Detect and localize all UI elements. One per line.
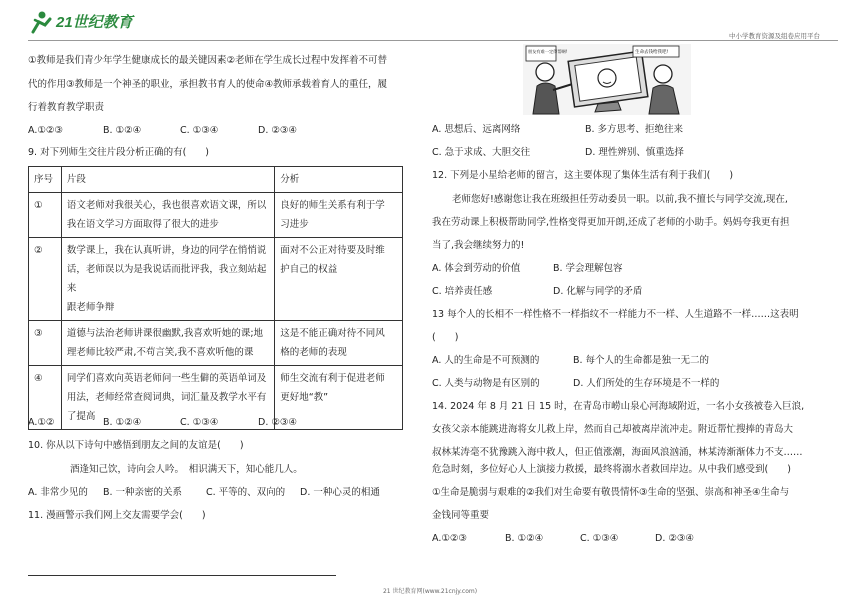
q9-option-b: B. ①②④ [103, 417, 142, 428]
platform-name: 中小学教育资源及组卷应用平台 [729, 32, 820, 40]
header-divider [28, 40, 838, 41]
row-number: ① [29, 193, 62, 238]
q13-stem-line2: ( ) [432, 332, 459, 343]
table-row [29, 193, 403, 238]
cell-line: 用法，老师经常查阅词典，词汇量及教学水平有 [66, 392, 267, 403]
q8-option-b: B. ①②④ [103, 125, 142, 136]
q14-stem-line2: 女孩父亲本能跳进海将女儿救上岸，然而自己却被离岸流冲走。附近帮忙搜捧的青岛大 [432, 424, 794, 435]
footer-divider [28, 575, 336, 576]
q13-option-d: D. 人们所处的生存环境是不一样的 [573, 378, 720, 389]
q12-option-d: D. 化解与同学的矛盾 [553, 286, 643, 297]
q8-text-line3: 行着教育教学职责 [28, 102, 105, 113]
table-header-cell: 片段 [61, 167, 274, 193]
row-number: ④ [29, 366, 62, 430]
clip-cell [61, 238, 274, 321]
q11-option-b: B. 多方思考、拒绝往来 [585, 124, 684, 135]
q8-text-line2: 代的作用③教师是一个神圣的职业，承担教书育人的使命④教师承载着育人的重任，履 [28, 79, 388, 90]
q10-stem: 10. 你从以下诗句中感悟到朋友之间的友谊是( ) [28, 440, 244, 451]
q11-option-c: C. 急于求成、大胆交往 [432, 147, 531, 158]
cell-line: 我在语文学习方面取得了很大的进步 [66, 219, 219, 230]
q14-stem-line3: 叔林某涛毫不犹豫跳入海中救人，但正值涨潮，海面风浪汹涌，林某涛渐渐体力不支…… [432, 447, 803, 458]
q9-stem: 9. 对下列师生交往片段分析正确的有( ) [28, 147, 209, 158]
clip-cell [61, 366, 274, 430]
cell-line: 数学课上，我在认真听讲，身边的同学在悄悄说 [66, 245, 267, 256]
q13-option-b: B. 每个人的生命都是独一无二的 [573, 355, 710, 366]
analysis-cell [275, 321, 403, 366]
q12-option-a: A. 体会到劳动的价值 [432, 263, 521, 274]
cartoon-image [523, 44, 691, 115]
q8-text-line1: ①教师是我们青少年学生健康成长的最关键因素②老师在学生成长过程中发挥着不可替 [28, 55, 388, 66]
cell-line: 师生交流有利于促进老师 [280, 373, 385, 384]
logo-runner-icon [28, 8, 138, 36]
q14-option-b: B. ①②④ [505, 533, 544, 544]
q10-option-a: A. 非常少见的 [28, 487, 88, 498]
cell-line: 更好地“教” [280, 392, 329, 403]
q11-stem: 11. 漫画警示我们网上交友需要学会( ) [28, 510, 206, 521]
cell-line: 理老师比较严肃,不苟言笑,我不喜欢听他的课 [66, 347, 254, 358]
cell-line: 格的老师的表现 [280, 347, 347, 358]
row-number: ③ [29, 321, 62, 366]
table-row [29, 238, 403, 321]
q11-option-a: A. 思想后、远离网络 [432, 124, 521, 135]
cell-line: 了提高 [66, 411, 96, 422]
cell-line: 这是不能正确对待不同风 [280, 328, 385, 339]
clip-cell [61, 193, 274, 238]
q10-option-d: D. 一种心灵的相通 [300, 487, 380, 498]
cartoon-illustration [523, 44, 691, 115]
q12-paragraph-line2: 我在劳动课上积极帮助同学,性格变得更加开朗,还成了老师的小助手。妈妈夸我更有担 [432, 217, 790, 228]
cell-line: 同学们喜欢向英语老师问一些生僻的英语单词及 [66, 373, 267, 384]
q12-stem: 12. 下列是小星给老师的留言，这主要体现了集体生活有利于我们( ) [432, 170, 734, 181]
q11-option-d: D. 理性辨别、慎重选择 [585, 147, 684, 158]
q13-option-c: C. 人类与动物是有区别的 [432, 378, 540, 389]
q9-option-d: D. ②③④ [258, 417, 297, 428]
q9-option-a: A.①② [28, 417, 55, 428]
q14-option-d: D. ②③④ [655, 533, 694, 544]
q13-option-a: A. 人的生命是不可预测的 [432, 355, 540, 366]
q10-option-c: C. 平等的、双向的 [206, 487, 286, 498]
svg-text:朋友有难一定得帮啊!: 朋友有难一定得帮啊! [528, 49, 568, 54]
cell-line: 话，老师误以为是我说话而批评我，我立刻站起来 [66, 264, 267, 294]
q8-option-d: D. ②③④ [258, 125, 297, 136]
cell-line: 语文老师对我很关心，我也很喜欢语文课，所以 [66, 200, 267, 211]
q9-table [28, 166, 403, 430]
cell-line: 跟老师争辩 [66, 302, 115, 313]
cell-line: 习进步 [280, 219, 309, 230]
svg-text:生命去钱给我吧!: 生命去钱给我吧! [635, 50, 669, 55]
footer-source: 21 世纪教育网(www.21cnjy.com) [382, 588, 478, 595]
analysis-cell [275, 193, 403, 238]
table-header-row [29, 167, 403, 193]
site-logo [28, 8, 138, 36]
table-row [29, 321, 403, 366]
table-header-cell: 分析 [275, 167, 403, 193]
q13-stem-line1: 13 每个人的长相不一样性格不一样指纹不一样能力不一样、人生道路不一样……这表明 [432, 309, 799, 320]
clip-cell [61, 321, 274, 366]
q12-option-c: C. 培养责任感 [432, 286, 493, 297]
q14-stem-line6: 金钱同等重要 [432, 510, 490, 521]
analysis-cell [275, 238, 403, 321]
q10-poem: 酒逢知己饮，诗向会人吟。 相识满天下，知心能几人。 [70, 464, 303, 475]
q8-option-c: C. ①③④ [180, 125, 219, 136]
q8-option-a: A.①②③ [28, 125, 63, 136]
table-header-cell: 序号 [29, 167, 62, 193]
cell-line: 道德与法治老师讲课很幽默,我喜欢听她的课;地 [66, 328, 264, 339]
q14-stem-line5: ①生命是脆弱与艰难的②我们对生命要有敬畏情怀③生命的坚强、崇高和神圣④生命与 [432, 487, 790, 498]
q12-paragraph-line1: 老师您好!感谢您让我在班级担任劳动委员一职。以前,我不擅长与同学交流,现在, [452, 194, 788, 205]
cell-line: 护自己的权益 [280, 264, 338, 275]
q12-option-b: B. 学会理解包容 [553, 263, 623, 274]
q14-option-c: C. ①③④ [580, 533, 619, 544]
cell-line: 良好的师生关系有利于学 [280, 200, 385, 211]
q12-paragraph-line3: 当了,我会继续努力的! [432, 240, 525, 251]
q14-stem-line1: 14. 2024 年 8 月 21 日 15 时，在青岛市崂山泉心河海域附近，一名小女孩被卷入巨浪, [432, 401, 805, 412]
svg-text:21世纪教育: 21世纪教育 [56, 14, 133, 31]
q10-option-b: B. 一种亲密的关系 [103, 487, 183, 498]
q14-option-a: A.①②③ [432, 533, 467, 544]
q14-stem-line4: 危急时刻，多位好心人上演接力救援，最终将溺水者救回岸边。从中我们感受到( ) [432, 464, 791, 475]
row-number: ② [29, 238, 62, 321]
q9-option-c: C. ①③④ [180, 417, 219, 428]
cell-line: 面对不公正对待要及时维 [280, 245, 385, 256]
